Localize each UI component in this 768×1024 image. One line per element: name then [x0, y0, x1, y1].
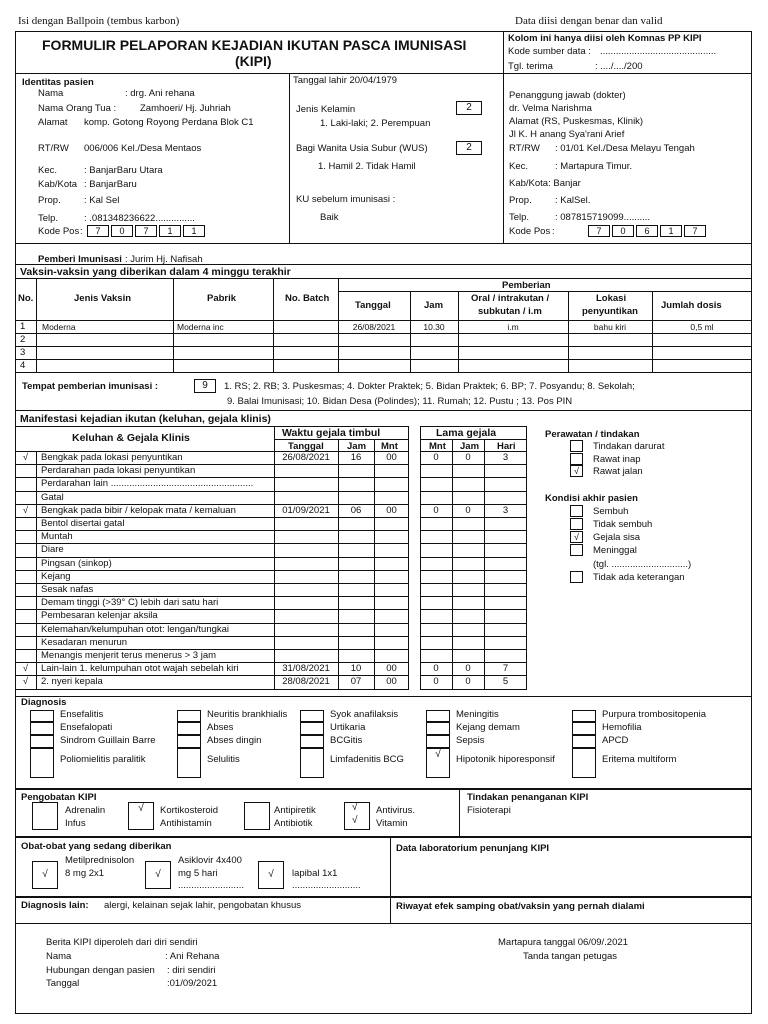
diagnosis-checkbox[interactable]	[572, 748, 596, 778]
symptom-check[interactable]: √	[22, 663, 29, 675]
diagnosis-label: Hemofilia	[602, 722, 642, 733]
duration-minute[interactable]: 0	[433, 452, 439, 463]
patient-prop[interactable]: : Kal Sel	[84, 195, 120, 206]
checkbox[interactable]: √	[570, 531, 583, 543]
diagnosis-label: Purpura trombositopenia	[602, 709, 707, 720]
checkbox[interactable]	[570, 571, 583, 583]
duration-day[interactable]: 3	[502, 504, 509, 516]
checkbox[interactable]: √	[145, 861, 171, 889]
symptom-hour[interactable]: 06	[350, 504, 362, 516]
diagnosis-checkbox[interactable]	[30, 748, 54, 778]
doctor-kodepos-digit[interactable]: 7	[684, 225, 706, 237]
diagnosis-label: Hipotonik hiporesponsif	[456, 754, 555, 765]
symptom-check[interactable]: √	[22, 452, 29, 463]
diagnosis-checkbox[interactable]	[300, 748, 324, 778]
symptom-check[interactable]: √	[22, 676, 29, 688]
symptom-label: Perdarahan lain ......................................................	[41, 478, 254, 490]
duration-minute[interactable]: 0	[433, 504, 439, 516]
duration-hour[interactable]: 0	[465, 676, 471, 688]
symptom-minute[interactable]: 00	[386, 504, 397, 516]
checkbox[interactable]	[570, 453, 583, 465]
diagnosis-label: Selulitis	[207, 754, 240, 765]
tindakan-value[interactable]: Fisioterapi	[467, 805, 511, 816]
diag-lain-value[interactable]: alergi, kelainan sejak lahir, pengobatan khusus	[104, 900, 301, 911]
symptom-label: Gatal	[41, 491, 64, 503]
doctor-kodepos-digit[interactable]: 7	[588, 225, 610, 237]
vaccine-heading: Vaksin-vaksin yang diberikan dalam 4 minggu terakhir	[20, 266, 291, 278]
kodepos-digit[interactable]: 7	[135, 225, 157, 237]
diagnosis-checkbox[interactable]	[426, 735, 450, 748]
patient-address[interactable]: komp. Gotong Royong Perdana Blok C1	[84, 117, 254, 128]
symptom-label: Kelemahan/kelumpuhan otot: lengan/tungkai	[41, 623, 230, 635]
checkbox[interactable]	[570, 440, 583, 452]
patient-rtrw[interactable]: 006/006 Kel./Desa Mentaos	[84, 143, 202, 154]
patient-kec[interactable]: : BanjarBaru Utara	[84, 165, 163, 176]
signature-place: Martapura tanggal 06/09/.2021	[498, 937, 628, 948]
symptom-label: Diare	[41, 544, 64, 556]
diagnosis-checkbox[interactable]: √	[426, 748, 450, 778]
kodepos-digit[interactable]: 1	[159, 225, 181, 237]
symptom-label: Sesak nafas	[41, 584, 94, 595]
symptom-hour[interactable]: 07	[350, 676, 362, 688]
diagnosis-label: Sindrom Guillain Barre	[60, 735, 156, 746]
pemberi-value[interactable]: : Jurim Hj. Nafisah	[125, 254, 203, 265]
kodepos-digit[interactable]: 1	[183, 225, 205, 237]
symptom-label: Demam tinggi (>39° C) lebih dari satu hari	[41, 597, 219, 609]
manifest-heading: Manifestasi kejadian ikutan (keluhan, gejala klinis)	[20, 413, 271, 425]
tgl-terima-label: Tgl. terima	[508, 61, 553, 72]
symptom-label: Perdarahan pada lokasi penyuntikan	[41, 465, 196, 477]
symptom-label: Bentol disertai gatal	[41, 518, 125, 529]
diagnosis-checkbox[interactable]	[572, 722, 596, 735]
diagnosis-label: Abses dingin	[207, 735, 262, 746]
symptom-hour[interactable]: 10	[350, 663, 362, 675]
duration-hour[interactable]: 0	[465, 504, 471, 516]
diagnosis-label: Eritema multiform	[602, 754, 677, 765]
ku-value[interactable]: Baik	[320, 212, 339, 223]
doctor-kodepos-digit[interactable]: 1	[660, 225, 682, 237]
diagnosis-checkbox[interactable]	[572, 710, 596, 722]
duration-day[interactable]: 3	[502, 452, 509, 463]
doctor-kodepos-digit[interactable]: 6	[636, 225, 658, 237]
diagnosis-checkbox[interactable]	[177, 735, 201, 748]
diagnosis-label: Ensefalitis	[60, 709, 104, 720]
form-subtitle: (KIPI)	[235, 53, 272, 69]
symptom-label: Kesadaran menurun	[41, 636, 128, 648]
footer-tgl[interactable]: :01/09/2021	[167, 978, 218, 989]
symptom-label: Pingsan (sinkop)	[41, 557, 112, 569]
duration-day[interactable]: 7	[502, 663, 509, 675]
footer-nama[interactable]: : Ani Rehana	[165, 951, 220, 962]
diagnosis-checkbox[interactable]	[572, 735, 596, 748]
checkbox[interactable]: √	[128, 802, 154, 830]
diagnosis-checkbox[interactable]	[177, 722, 201, 735]
symptom-minute[interactable]: 00	[386, 452, 397, 463]
symptom-label: 2. nyeri kepala	[41, 676, 103, 688]
kodepos-digit[interactable]: 0	[111, 225, 133, 237]
duration-minute[interactable]: 0	[433, 676, 439, 688]
identitas-heading: Identitas pasien	[22, 77, 94, 88]
symptom-label: Muntah	[41, 531, 73, 543]
duration-day[interactable]: 5	[502, 676, 509, 688]
symptom-date[interactable]: 28/08/2021	[282, 676, 330, 688]
komnas-heading: Kolom ini hanya diisi oleh Komnas PP KIPI	[508, 33, 702, 44]
checkbox[interactable]	[570, 544, 583, 556]
diagnosis-checkbox[interactable]	[30, 735, 54, 748]
checkbox[interactable]: √	[352, 802, 358, 813]
doctor-prop[interactable]: : KalSel.	[555, 195, 591, 206]
symptom-label: Bengkak pada lokasi penyuntikan	[41, 452, 183, 463]
checkbox[interactable]: √	[570, 465, 583, 477]
symptom-label: Pembesaran kelenjar aksila	[41, 610, 158, 622]
diagnosis-label: Ensefalopati	[60, 722, 113, 733]
diagnosis-label: Limfadenitis BCG	[330, 754, 404, 765]
diagnosis-label: Abses	[207, 722, 234, 733]
gender-field[interactable]: 2	[456, 101, 482, 115]
diagnosis-label: APCD	[602, 735, 629, 746]
diagnosis-label: BCGitis	[330, 735, 363, 746]
symptom-check[interactable]: √	[22, 504, 29, 516]
diagnosis-label: Urtikaria	[330, 722, 366, 733]
doctor-name[interactable]: dr. Velma Narishma	[509, 103, 592, 114]
doctor-rtrw[interactable]: : 01/01 Kel./Desa Melayu Tengah	[555, 143, 695, 154]
patient-kab[interactable]: : BanjarBaru	[84, 179, 137, 190]
kode-sumber-label: Kode sumber data :	[508, 46, 591, 57]
symptom-date[interactable]: 01/09/2021	[282, 504, 330, 516]
birth-date[interactable]: Tanggal lahir 20/04/1979	[293, 75, 398, 86]
diagnosis-label: Sepsis	[456, 735, 485, 746]
patient-name[interactable]: : drg. Ani rehana	[125, 88, 195, 99]
duration-hour[interactable]: 0	[465, 663, 471, 675]
symptom-minute[interactable]: 00	[386, 676, 397, 688]
symptom-date[interactable]: 31/08/2021	[282, 663, 330, 675]
diagnosis-checkbox[interactable]	[177, 748, 201, 778]
tempat-field[interactable]: 9	[194, 379, 216, 393]
symptom-label: Kejang	[41, 570, 71, 582]
diagnosis-checkbox[interactable]	[300, 722, 324, 735]
footer-hub[interactable]: : diri sendiri	[167, 965, 216, 976]
symptom-label: Lain-lain 1. kelumpuhan otot wajah sebelah kiri	[41, 663, 239, 675]
carbon-note: Isi dengan Ballpoin (tembus karbon)	[18, 15, 180, 27]
symptom-hour[interactable]: 16	[350, 452, 362, 463]
validity-note: Data diisi dengan benar dan valid	[515, 15, 663, 27]
symptom-minute[interactable]: 00	[386, 663, 397, 675]
doctor-kab[interactable]: Kab/Kota: Banjar	[509, 178, 581, 189]
diagnosis-checkbox[interactable]	[426, 722, 450, 735]
symptom-date[interactable]: 26/08/2021	[282, 452, 330, 463]
patient-telp[interactable]: : .081348236622...............	[84, 213, 195, 224]
wus-field[interactable]: 2	[456, 141, 482, 155]
diagnosis-checkbox[interactable]	[177, 710, 201, 722]
parent-name[interactable]: Zamhoeri/ Hj. Juhriah	[140, 103, 231, 114]
checkbox[interactable]: √	[32, 861, 58, 889]
diagnosis-checkbox[interactable]	[30, 710, 54, 722]
diagnosis-label: Neuritis brankhialis	[207, 709, 288, 720]
symptom-label: Menangis menjerit terus menerus > 3 jam	[41, 650, 217, 661]
doctor-street[interactable]: Jl K. H anang Sya'rani Arief	[509, 129, 625, 140]
diagnosis-checkbox[interactable]	[426, 710, 450, 722]
diagnosis-label: Syok anafilaksis	[330, 709, 399, 720]
diagnosis-label: Poliomielitis paralitik	[60, 754, 146, 765]
kode-sumber-field[interactable]: ............................................	[600, 46, 717, 57]
checkbox[interactable]	[570, 505, 583, 517]
form-title: FORMULIR PELAPORAN KEJADIAN IKUTAN PASCA IMUNISASI	[42, 37, 467, 53]
doctor-kec[interactable]: : Martapura Timur.	[555, 161, 633, 172]
kodepos-digit[interactable]: 7	[87, 225, 109, 237]
doctor-kodepos-digit[interactable]: 0	[612, 225, 634, 237]
checkbox[interactable]: √	[352, 815, 358, 826]
doctor-telp[interactable]: : 087815719099..........	[555, 212, 651, 223]
duration-minute[interactable]: 0	[433, 663, 439, 675]
duration-hour[interactable]: 0	[465, 452, 471, 463]
diagnosis-checkbox[interactable]	[30, 722, 54, 735]
diagnosis-checkbox[interactable]	[300, 735, 324, 748]
diagnosis-label: Kejang demam	[456, 722, 520, 733]
diagnosis-checkbox[interactable]	[300, 710, 324, 722]
checkbox[interactable]	[570, 518, 583, 530]
diagnosis-label: Meningitis	[456, 709, 499, 720]
tgl-terima-field[interactable]: : ..../..../200	[595, 61, 643, 72]
symptom-label: Bengkak pada bibir / kelopak mata / kemaluan	[41, 504, 236, 516]
checkbox[interactable]: √	[258, 861, 284, 889]
